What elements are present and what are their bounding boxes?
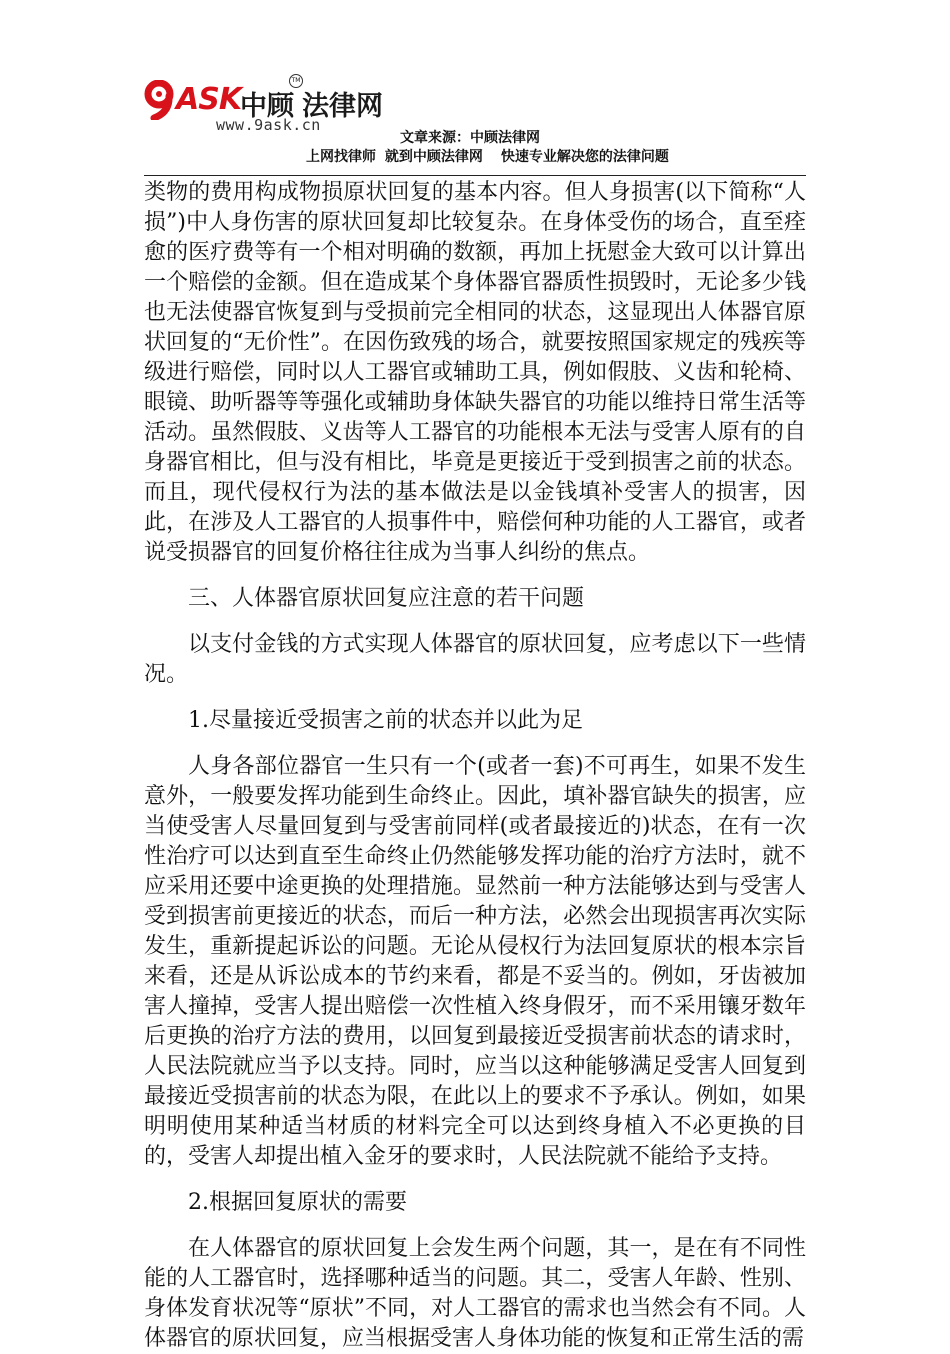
- paragraph: 人身各部位器官一生只有一个(或者一套)不可再生，如果不发生意外，一般要发挥功能到生命终止。因此，填补器官缺失的损害，应当使受害人尽量回复到与受害前同样(或者最接近的)状态，在有一次性治疗可以达到直至生命终止仍然能够发挥功能的治疗方法时，就不应采用还要中途更换的处理措施。显然前一种方法能够达到与受害人受到损害前更接近的状态，而后一种方法，必然会出现损害再次实际发生，重新提起诉讼的问题。无论从侵权行为法回复原状的根本宗旨来看，还是从诉讼成本的节约来看，都是不妥当的。例如，牙齿被加害人撞掉，受害人提出赔偿一次性植入终身假牙，而不采用镶牙数年后更换的治疗方法的费用，以回复到最接近受损害前状态的请求时，人民法院就应当予以支持。同时，应当以这种能够满足受害人回复到最接近受损害前的状态为限，在此以上的要求不予承认。例如，如果明明使用某种适当材质的材料完全可以达到终身植入不必更换的目的，受害人却提出植入金牙的要求时，人民法院就不能给予支持。: [144, 754, 806, 1169]
- paragraph: 以支付金钱的方式实现人体器官的原状回复，应考虑以下一些情况。: [144, 632, 806, 687]
- logo-site-name: 法律网: [302, 91, 383, 122]
- logo-brand: 中顾: [240, 91, 294, 122]
- paragraph: 在人体器官的原状回复上会发生两个问题，其一，是在有不同性能的人工器官时，选择哪种适当的问题。其二，受害人年龄、性别、身体发育状况等“原状”不同，对人工器官的需求也当然会有不同。人体器官的原状回复，应当根据受害人身体功能的恢复和正常生活的需: [144, 1236, 806, 1351]
- section-heading-3: 三、人体器官原状回复应注意的若干问题: [188, 586, 585, 611]
- slogan-part-1: 上网找律师 就到中顾法律网: [306, 149, 483, 165]
- header-divider: [144, 175, 806, 176]
- subheading-2: 2.根据回复原状的需要: [188, 1190, 407, 1215]
- article-body: [144, 178, 806, 1354]
- logo-url: www.9ask.cn: [216, 116, 321, 134]
- subheading-1: 1.尽量接近受损害之前的状态并以此为足: [188, 708, 583, 733]
- slogan-part-2: 快速专业解决您的法律问题: [500, 149, 669, 165]
- article-source: 文章来源：中顾法律网: [400, 130, 540, 146]
- page-header: [0, 0, 950, 180]
- logo-nine-icon: [144, 80, 178, 120]
- site-logo[interactable]: [144, 76, 394, 138]
- logo-ask-text: ASK: [176, 82, 242, 117]
- trademark-icon: TM: [289, 74, 303, 88]
- paragraph-continued: 类物的费用构成物损原状回复的基本内容。但人身损害(以下简称“人损”)中人身伤害的原状回复却比较复杂。在身体受伤的场合，直至痊愈的医疗费等有一个相对明确的数额，再加上抚慰金大致可以计算出一个赔偿的金额。但在造成某个身体器官器质性损毁时，无论多少钱也无法使器官恢复到与受损前完全相同的状态，这显现出人体器官原状回复的“无价性”。在因伤致残的场合，就要按照国家规定的残疾等级进行赔偿，同时以人工器官或辅助工具，例如假肢、义齿和轮椅、眼镜、助听器等等强化或辅助身体缺失器官的功能以维持日常生活等活动。虽然假肢、义齿等人工器官的功能根本无法与受害人原有的自身器官相比，但与没有相比，毕竟是更接近于受到损害之前的状态。而且，现代侵权行为法的基本做法是以金钱填补受害人的损害，因此，在涉及人工器官的人损事件中，赔偿何种功能的人工器官，或者说受损器官的回复价格往往成为当事人纠纷的焦点。: [144, 180, 806, 565]
- site-slogan: [306, 146, 669, 166]
